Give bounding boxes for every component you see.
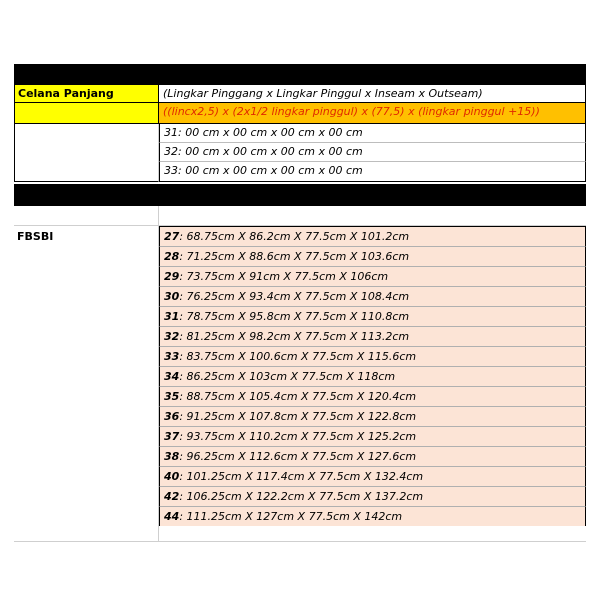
size-measurements: : 76.25cm X 93.4cm X 77.5cm X 108.4cm <box>179 290 410 303</box>
size-measurements: : 81.25cm X 98.2cm X 77.5cm X 113.2cm <box>179 330 410 343</box>
template-row <box>14 124 586 143</box>
size-number: 38 <box>164 450 180 463</box>
blank-row <box>14 522 586 542</box>
size-number: 40 <box>164 470 180 483</box>
header-black-bar <box>14 64 586 84</box>
size-row <box>159 367 586 387</box>
size-row <box>159 327 586 347</box>
separator-black-bar <box>14 184 586 206</box>
size-number: 37 <box>164 430 180 443</box>
sizes-list <box>159 226 586 522</box>
blank-cell <box>159 206 586 225</box>
size-row <box>159 247 586 267</box>
size-number: 32 <box>164 330 180 343</box>
size-number: 34 <box>164 370 180 383</box>
blank-cell <box>14 522 159 541</box>
calculation-formula: ((lincx2,5) x (2x1/2 lingkar pinggul) x (77,5) x (lingkar pinggul +15)) <box>159 103 586 124</box>
template-label-cell <box>14 143 159 162</box>
size-row <box>159 307 586 327</box>
size-number: 28 <box>164 250 180 263</box>
title-row <box>14 84 586 103</box>
size-row <box>159 347 586 367</box>
size-chart-sheet <box>14 64 586 544</box>
size-measurements: : 93.75cm X 110.2cm X 77.5cm X 125.2cm <box>179 430 417 443</box>
template-value: 31: 00 cm x 00 cm x 00 cm x 00 cm <box>159 124 586 143</box>
size-number: 44 <box>164 510 180 523</box>
size-number: 36 <box>164 410 180 423</box>
size-row <box>159 387 586 407</box>
blank-cell <box>14 206 159 225</box>
formula-row <box>14 103 586 124</box>
size-measurements: : 101.25cm X 117.4cm X 77.5cm X 132.4cm <box>179 470 424 483</box>
size-row <box>159 427 586 447</box>
size-number: 27 <box>164 230 180 243</box>
size-measurements: : 73.75cm X 91cm X 77.5cm X 106cm <box>179 270 389 283</box>
sizes-block <box>14 226 586 522</box>
blank-row <box>14 206 586 226</box>
template-row <box>14 162 586 182</box>
size-row <box>159 487 586 507</box>
size-row <box>159 287 586 307</box>
size-row <box>159 467 586 487</box>
size-measurements: : 91.25cm X 107.8cm X 77.5cm X 122.8cm <box>179 410 417 423</box>
size-number: 30 <box>164 290 180 303</box>
size-measurements: : 88.75cm X 105.4cm X 77.5cm X 120.4cm <box>179 390 417 403</box>
size-row <box>159 407 586 427</box>
size-number: 33 <box>164 350 180 363</box>
template-label-cell <box>14 124 159 143</box>
measurement-formula: (Lingkar Pinggang x Lingkar Pinggul x Inseam x Outseam) <box>159 84 586 103</box>
product-label: Celana Panjang <box>14 84 159 103</box>
template-value: 33: 00 cm x 00 cm x 00 cm x 00 cm <box>159 162 586 182</box>
size-number: 42 <box>164 490 180 503</box>
size-measurements: : 78.75cm X 95.8cm X 77.5cm X 110.8cm <box>179 310 410 323</box>
size-measurements: : 71.25cm X 88.6cm X 77.5cm X 103.6cm <box>179 250 410 263</box>
size-measurements: : 106.25cm X 122.2cm X 77.5cm X 137.2cm <box>179 490 424 503</box>
size-number: 31 <box>164 310 180 323</box>
size-number: 29 <box>164 270 180 283</box>
size-measurements: : 68.75cm X 86.2cm X 77.5cm X 101.2cm <box>179 230 410 243</box>
size-measurements: : 86.25cm X 103cm X 77.5cm X 118cm <box>179 370 396 383</box>
size-measurements: : 111.25cm X 127cm X 77.5cm X 142cm <box>179 510 403 523</box>
size-row <box>159 227 586 247</box>
blank-cell <box>159 522 586 541</box>
size-measurements: : 96.25cm X 112.6cm X 77.5cm X 127.6cm <box>179 450 417 463</box>
brand-label: FBSBI <box>14 226 159 522</box>
size-row <box>159 447 586 467</box>
template-label-cell <box>14 162 159 182</box>
template-row <box>14 143 586 162</box>
size-measurements: : 83.75cm X 100.6cm X 77.5cm X 115.6cm <box>179 350 417 363</box>
size-row <box>159 267 586 287</box>
template-value: 32: 00 cm x 00 cm x 00 cm x 00 cm <box>159 143 586 162</box>
formula-label-cell <box>14 103 159 124</box>
size-number: 35 <box>164 390 180 403</box>
